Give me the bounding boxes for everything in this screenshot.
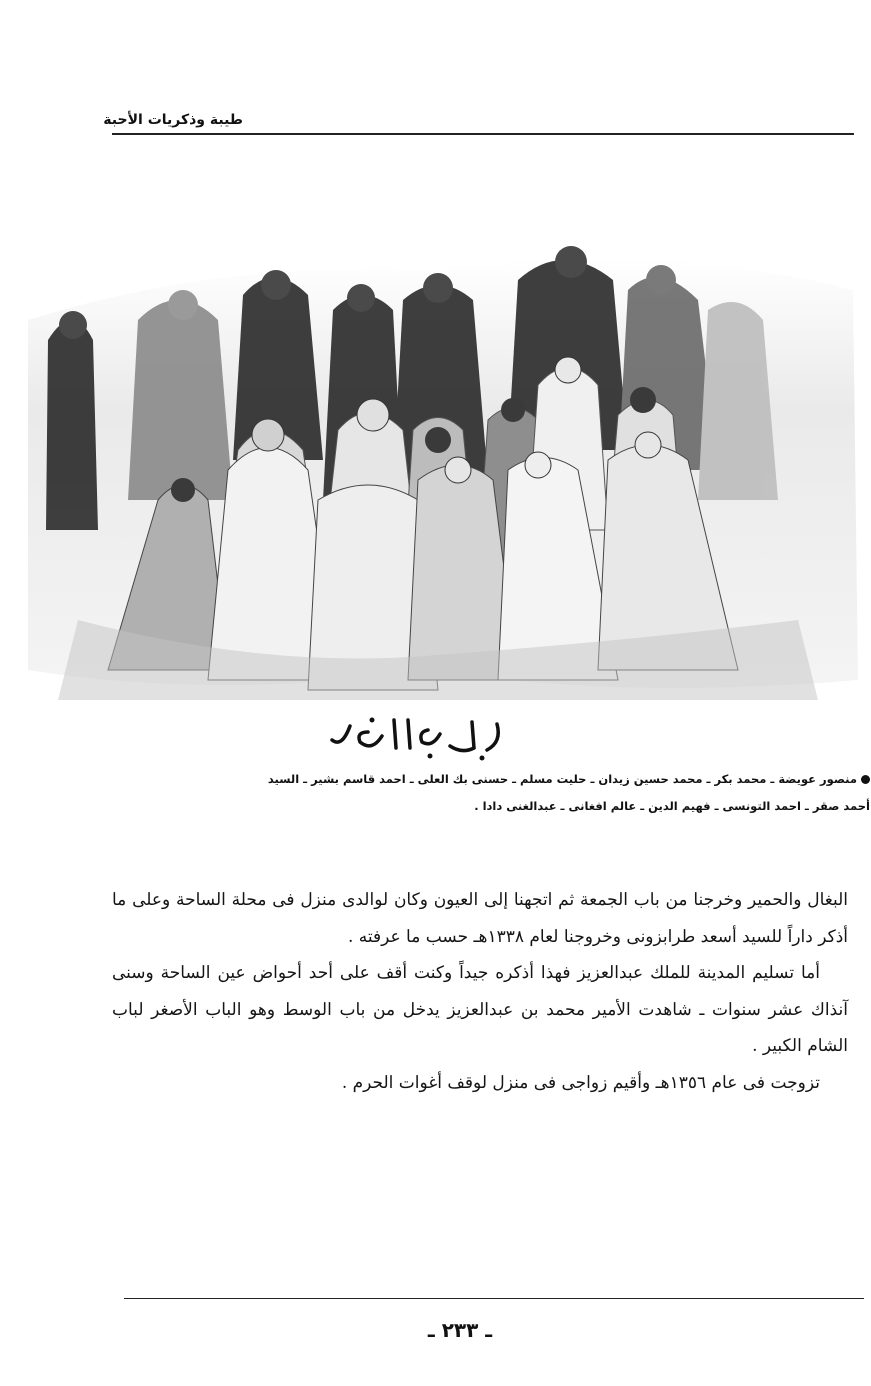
caption-line: منصور عويضة ـ محمد بكر ـ محمد حسين زيدان ـ حليت مسلم ـ حسنى بك العلى ـ احمد قاسم بشير ـ السيد (100, 766, 870, 793)
calligraphy-title (322, 712, 512, 762)
header-rule (112, 133, 854, 135)
caption-line: أحمد صقر ـ احمد التونسى ـ فهيم الدين ـ عالم افغانى ـ عبدالغنى دادا . (474, 799, 870, 813)
paragraph: تزوجت فى عام ١٣٥٦هـ وأقيم زواجى فى منزل لوقف أغوات الحرم . (341, 1072, 820, 1093)
page-number: ـ ٢٣٣ ـ (427, 1318, 493, 1342)
footer-rule (124, 1298, 864, 1299)
running-title: طيبة وذكريات الأحبة (103, 112, 243, 128)
group-photo (18, 200, 863, 710)
paragraph: البغال والحمير وخرجنا من باب الجمعة ثم اتجهنا إلى العيون وكان لوالدى منزل فى محلة الساحة وعلى ما أذكر داراً للسيد أسعد طرابزونى وخروجنا لعام ١٣٣٨هـ حسب ما عرفته . (112, 890, 848, 947)
paragraph: أما تسليم المدينة للملك عبدالعزيز فهذا أذكره جيداً وكنت أقف على أحد أحواض عين الساحة وسنى آنذاك عشر سنوات ـ شاهدت الأمير محمد بن عبدالعزيز يدخل من باب الوسط وهو الباب الأصغر لباب الشام الكبير . (112, 963, 848, 1056)
photo-caption (100, 766, 870, 820)
body-text (112, 882, 848, 1101)
bullet-icon (861, 775, 870, 784)
